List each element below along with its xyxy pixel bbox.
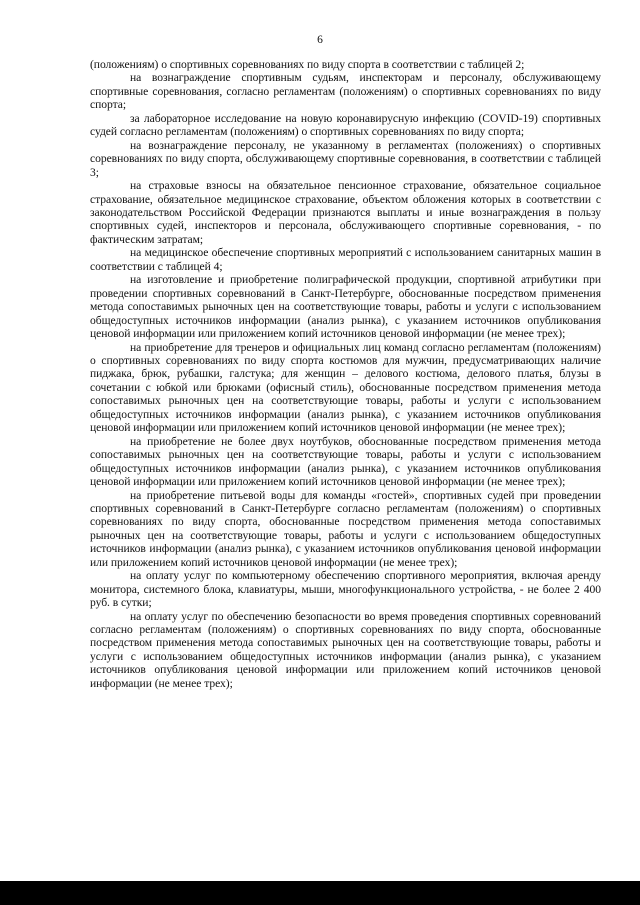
paragraph: на оплату услуг по обеспечению безопасности во время проведения спортивных соревнований согласно регламентам (положениям) о спортивных соревнованиях по виду спорта, обоснованные посредством применения метода сопоставимых рыночных цен на соответствующие товары, работы и услуги с использованием общедоступных источников информации (анализ рынка), с указанием источников опубликования ценовой информации или приложением копий источников ценовой информации (не менее трех);: [90, 609, 601, 690]
paragraph: на приобретение не более двух ноутбуков, обоснованные посредством применения метода сопоставимых рыночных цен на соответствующие товары, работы и услуги с использованием общедоступных источников информации (анализ рынка), с указанием источников опубликования ценовой информации или приложением копий источников ценовой информации (не менее трех);: [90, 434, 601, 489]
paragraph: на приобретение для тренеров и официальных лиц команд согласно регламентам (положениям) о спортивных соревнованиях по виду спорта костюмов для мужчин, предусматривающих наличие пиджака, брюк, рубашки, галстука; для женщин – делового костюма, делового платья, блузы в сочетании с юбкой или брюками (офисный стиль), обоснованные посредством применения метода сопоставимых рыночных цен на соответствующие товары, работы и услуги с использованием общедоступных источников информации (анализ рынка), с указанием источников опубликования ценовой информации или приложением копий источников ценовой информации (не менее трех);: [90, 340, 601, 435]
paragraph: на медицинское обеспечение спортивных мероприятий с использованием санитарных машин в соответствии с таблицей 4;: [90, 246, 601, 273]
paragraph: на оплату услуг по компьютерному обеспечению спортивного мероприятия, включая аренду монитора, системного блока, клавиатуры, мыши, многофункционального устройства, - не более 2 400 руб. в сутки;: [90, 569, 601, 610]
paragraph: на вознаграждение персоналу, не указанному в регламентах (положениях) о спортивных соревнованиях по виду спорта, обслуживающему спортивные соревнования, в соответствии с таблицей 3;: [90, 138, 601, 179]
page-number: 6: [317, 34, 323, 46]
scan-border: [0, 881, 640, 905]
paragraph: на страховые взносы на обязательное пенсионное страхование, обязательное социальное страхование, обязательное медицинское страхование, объектом обложения которых в соответствии с законодательством Российской Федерации признаются выплаты и иные вознаграждения в пользу спортивных судей, инспекторов и персонала, обслуживающего спортивные соревнования, - по фактическим затратам;: [90, 179, 601, 246]
paragraph: на приобретение питьевой воды для команды «гостей», спортивных судей при проведении спортивных соревнований в Санкт-Петербурге согласно регламентам (положениям) о спортивных соревнованиях по виду спорта, обоснованные посредством применения метода сопоставимых рыночных цен на соответствующие товары, работы и услуги с использованием общедоступных источников информации (анализ рынка), с указанием источников опубликования ценовой информации или приложением копий источников ценовой информации (не менее трех);: [90, 488, 601, 569]
paragraph: (положениям) о спортивных соревнованиях по виду спорта в соответствии с таблицей 2;: [90, 58, 525, 71]
paragraph: на изготовление и приобретение полиграфической продукции, спортивной атрибутики при проведении спортивных соревнований в Санкт-Петербурге, обоснованные посредством применения метода сопоставимых рыночных цен на соответствующие товары, работы и услуги с использованием общедоступных источников информации (анализ рынка), с указанием источников опубликования ценовой информации или приложением копий источников ценовой информации (не менее трех);: [90, 273, 601, 341]
document-body: [90, 58, 601, 690]
paragraph: на вознаграждение спортивным судьям, инспекторам и персоналу, обслуживающему спортивные соревнования, согласно регламентам (положениям) о спортивных соревнованиях по виду спорта;: [90, 71, 601, 112]
paragraph: за лабораторное исследование на новую коронавирусную инфекцию (COVID-19) спортивных судей согласно регламентам (положениям) о спортивных соревнованиях по виду спорта;: [90, 111, 601, 139]
